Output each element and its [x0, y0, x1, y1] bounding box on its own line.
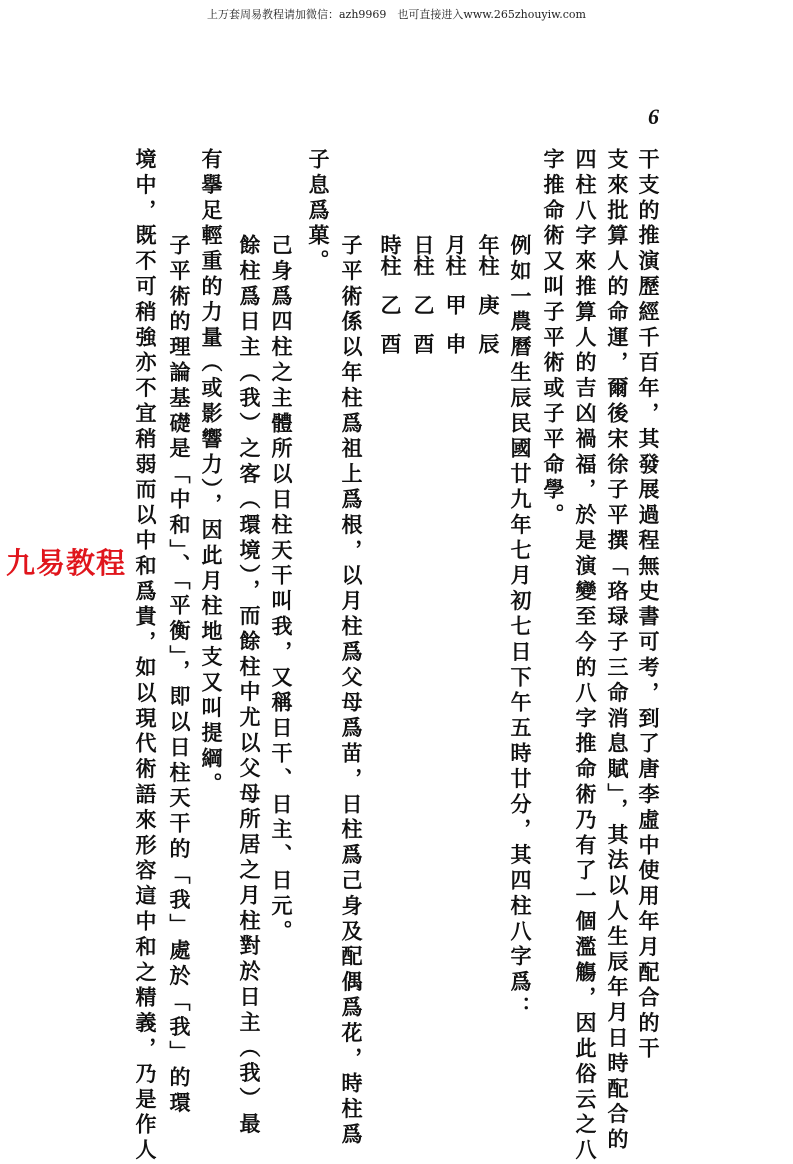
page-header-ad: 上万套周易教程请加微信：azh9969 也可直接进入www.265zhouyiw.com: [206, 8, 586, 21]
text-column-4: 字推命術又叫子平術或子平命學。: [541, 148, 565, 529]
pillar-branch: 酉: [378, 333, 402, 354]
text-column-2: 支來批算人的命運，爾後宋徐子平撰「珞琭子三命消息賦」，其法以人生辰年月日時配合的: [605, 148, 629, 1154]
pillar-stem: 庚: [476, 294, 500, 315]
text-column-7: 子息爲菓。: [306, 148, 330, 275]
pillar-label: 年柱: [476, 234, 500, 276]
text-column-6: 子平術係以年柱爲祖上爲根，以月柱爲父母爲苗，日柱爲己身及配偶爲花，時柱爲: [339, 234, 363, 1149]
text-column-1: 干支的推演歷經千百年，其發展過程無史書可考，到了唐李虛中使用年月配合的干: [636, 148, 660, 1063]
pillar-month: [444, 234, 465, 354]
pillar-label: 月柱: [443, 234, 467, 276]
text-column-12: 境中，既不可稍強亦不宜稍弱而以中和爲貴，如以現代術語來形容這中和之精義，乃是作人: [133, 148, 157, 1164]
pillar-day: [412, 234, 433, 354]
pillar-label: 日柱: [411, 234, 435, 276]
text-column-10: 有擧足輕重的力量（或影響力），因此月柱地支又叫提綱。: [199, 148, 223, 798]
text-column-11: 子平術的理論基礎是「中和」、「平衡」，即以日柱天干的「我」處於「我」的環: [167, 234, 191, 1117]
pillar-stem: 乙: [411, 294, 435, 315]
pillar-branch: 申: [443, 333, 467, 354]
pillar-branch: 酉: [411, 333, 435, 354]
watermark-logo: 九易教程: [6, 546, 127, 580]
text-column-8: 己身爲四柱之主體所以日柱天干叫我，又稱日干、日主、日元。: [269, 234, 293, 946]
text-column-5: 例如一農曆生辰民國廿九年七月初七日下午五時廿分，其四柱八字爲：: [508, 234, 532, 1022]
pillar-year: [477, 234, 498, 354]
pillar-stem: 甲: [443, 294, 467, 315]
pillar-stem: 乙: [378, 294, 402, 315]
pillar-label: 時柱: [378, 234, 402, 276]
text-column-9: 餘柱爲日主（我）之客（環境），而餘柱中尤以父母所居之月柱對於日主（我）最: [237, 234, 261, 1138]
text-column-3: 四柱八字來推算人的吉凶禍福，於是演變至今的八字推命術乃有了一個濫觴，因此俗云之八: [573, 148, 597, 1164]
pillar-branch: 辰: [476, 333, 500, 354]
page-number: 6: [648, 104, 659, 129]
pillar-hour: [379, 234, 400, 354]
